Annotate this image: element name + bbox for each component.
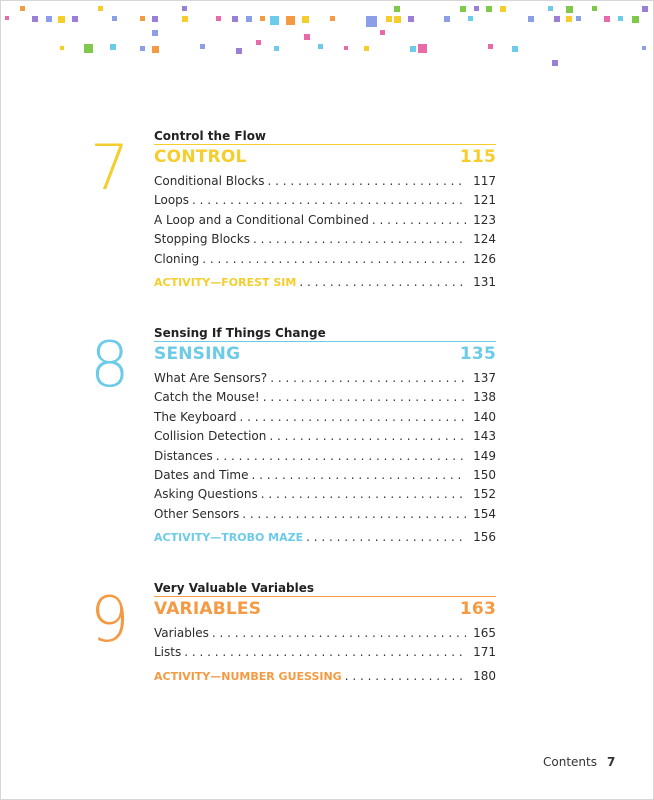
dot-leader [242, 507, 466, 521]
entry-page: 140 [473, 409, 496, 424]
dot-leader [212, 626, 466, 640]
decorative-square [152, 30, 158, 36]
footer-label: Contents [543, 755, 597, 769]
entry-title: Collision Detection [154, 429, 267, 444]
decorative-square [632, 16, 639, 23]
decorative-squares-banner [0, 0, 654, 70]
decorative-square [460, 6, 466, 12]
decorative-square [152, 16, 158, 22]
decorative-square [110, 44, 116, 50]
activity-title: ACTIVITY—TROBO MAZE [154, 531, 304, 545]
decorative-square [318, 44, 323, 49]
activity-title: ACTIVITY—NUMBER GUESSING [154, 669, 342, 683]
toc-entry[interactable] [154, 213, 496, 232]
activity-page: 180 [473, 668, 496, 683]
decorative-square [488, 44, 493, 49]
decorative-square [236, 48, 242, 54]
decorative-square [642, 46, 646, 50]
chapter-title-row[interactable] [154, 344, 496, 364]
chapter-number: 8 [90, 328, 130, 401]
toc-entry[interactable] [154, 507, 496, 526]
chapter-entries [154, 626, 496, 688]
entry-page: 126 [473, 251, 496, 266]
entry-title: Variables [154, 626, 209, 640]
toc-entry[interactable] [154, 429, 496, 448]
entry-title: The Keyboard [154, 409, 237, 424]
entry-title: Other Sensors [154, 506, 240, 521]
decorative-square [386, 16, 392, 22]
decorative-square [408, 16, 414, 22]
decorative-square [330, 16, 335, 21]
decorative-square [5, 16, 9, 20]
activity-page: 156 [473, 530, 496, 545]
toc-entry[interactable] [154, 487, 496, 506]
entry-title: Loops [154, 193, 190, 208]
dot-leader [184, 645, 466, 659]
chapter-number: 7 [90, 131, 130, 204]
entry-title: A Loop and a Conditional Combined [154, 212, 369, 227]
dot-leader [306, 530, 466, 544]
toc-entry[interactable] [154, 390, 496, 409]
chapter-number: 9 [90, 583, 130, 656]
decorative-square [468, 16, 473, 21]
dot-leader [240, 410, 466, 424]
decorative-square [140, 16, 145, 21]
dot-leader [299, 275, 466, 289]
entry-page: 165 [473, 626, 496, 640]
entry-page: 143 [473, 429, 496, 444]
entry-page: 138 [473, 390, 496, 405]
toc-entry[interactable] [154, 252, 496, 271]
decorative-square [216, 16, 221, 21]
entry-page: 123 [473, 212, 496, 227]
dot-leader [372, 213, 466, 227]
dot-leader [270, 371, 466, 385]
chapter-rule [154, 596, 496, 597]
decorative-square [246, 16, 252, 22]
toc-entry[interactable] [154, 371, 496, 390]
decorative-square [72, 16, 78, 22]
decorative-square [270, 16, 279, 25]
decorative-square [260, 16, 265, 21]
entry-title: What Are Sensors? [154, 371, 268, 385]
chapter-title: CONTROL [154, 147, 247, 167]
entry-title: Lists [154, 645, 182, 660]
chapter-rule [154, 341, 496, 342]
decorative-square [410, 46, 416, 52]
entry-title: Distances [154, 448, 213, 463]
entry-page: 149 [473, 448, 496, 463]
chapter-page: 115 [459, 147, 496, 167]
decorative-square [528, 16, 534, 22]
decorative-square [554, 16, 560, 22]
entry-page: 121 [473, 193, 496, 208]
dot-leader [267, 174, 466, 188]
toc-entry[interactable] [154, 449, 496, 468]
decorative-square [302, 16, 309, 23]
dot-leader [261, 487, 466, 501]
decorative-square [60, 46, 64, 50]
dot-leader [253, 232, 466, 246]
decorative-square [576, 16, 581, 21]
entry-title: Conditional Blocks [154, 174, 265, 188]
chapter-entries [154, 174, 496, 294]
chapter-subtitle: Very Valuable Variables [154, 581, 315, 595]
chapter-subtitle: Control the Flow [154, 129, 267, 143]
decorative-square [500, 6, 506, 12]
entry-title: Catch the Mouse! [154, 390, 260, 405]
entry-page: 171 [473, 645, 496, 660]
decorative-square [20, 6, 25, 11]
entry-title: Cloning [154, 251, 200, 266]
dot-leader [263, 390, 466, 404]
decorative-square [98, 6, 103, 11]
chapter-title-row[interactable] [154, 147, 496, 167]
toc-entry[interactable] [154, 468, 496, 487]
entry-title: Asking Questions [154, 487, 258, 502]
toc-entry[interactable] [154, 193, 496, 212]
chapter-entries [154, 371, 496, 550]
chapter-rule [154, 144, 496, 145]
chapter-page: 163 [459, 599, 496, 619]
decorative-square [364, 46, 369, 51]
entry-title: Dates and Time [154, 467, 249, 482]
entry-page: 137 [473, 371, 496, 385]
dot-leader [202, 252, 466, 266]
decorative-square [642, 6, 648, 12]
toc-entry[interactable] [154, 410, 496, 429]
dot-leader [345, 669, 466, 683]
toc-entry[interactable] [154, 232, 496, 251]
decorative-square [604, 16, 610, 22]
decorative-square [486, 6, 492, 12]
toc-entry[interactable] [154, 626, 496, 645]
decorative-square [200, 44, 205, 49]
chapter-subtitle: Sensing If Things Change [154, 326, 326, 340]
entry-page: 154 [473, 506, 496, 521]
decorative-square [140, 46, 145, 51]
decorative-square [182, 6, 187, 11]
decorative-square [394, 6, 400, 12]
activity-title: ACTIVITY—FOREST SIM [154, 275, 297, 289]
entry-page: 124 [473, 232, 496, 247]
decorative-square [566, 6, 573, 13]
decorative-square [58, 16, 65, 23]
toc-entry[interactable] [154, 174, 496, 193]
toc-activity-entry[interactable] [154, 530, 496, 549]
decorative-square [394, 16, 401, 23]
decorative-square [566, 16, 572, 22]
decorative-square [444, 16, 450, 22]
activity-page: 131 [473, 274, 496, 289]
decorative-square [84, 44, 93, 53]
chapter-title: VARIABLES [154, 599, 262, 619]
decorative-square [552, 60, 558, 66]
toc-activity-entry[interactable] [154, 275, 496, 294]
dot-leader [192, 193, 466, 207]
decorative-square [344, 46, 348, 50]
decorative-square [548, 6, 553, 11]
decorative-square [232, 16, 238, 22]
dot-leader [269, 429, 466, 443]
dot-leader [216, 449, 466, 463]
decorative-square [304, 34, 310, 40]
page-footer [543, 755, 615, 769]
decorative-square [366, 16, 377, 27]
decorative-square [380, 30, 385, 35]
decorative-square [46, 16, 52, 22]
decorative-square [32, 16, 38, 22]
chapter-title-row[interactable] [154, 599, 496, 619]
decorative-square [512, 46, 518, 52]
decorative-square [112, 16, 117, 21]
toc-entry[interactable] [154, 645, 496, 664]
toc-activity-entry[interactable] [154, 669, 496, 688]
decorative-square [474, 6, 479, 11]
decorative-square [618, 16, 623, 21]
dot-leader [252, 468, 466, 482]
entry-page: 152 [473, 487, 496, 502]
decorative-square [256, 40, 261, 45]
page-number: 7 [606, 755, 616, 769]
decorative-square [286, 16, 295, 25]
decorative-square [592, 6, 597, 11]
decorative-square [152, 46, 159, 53]
chapter-page: 135 [459, 344, 496, 364]
entry-title: Stopping Blocks [154, 232, 250, 247]
decorative-square [418, 44, 427, 53]
decorative-square [274, 46, 279, 51]
decorative-square [182, 16, 188, 22]
chapter-title: SENSING [154, 344, 241, 364]
entry-page: 117 [473, 174, 496, 188]
entry-page: 150 [473, 467, 496, 482]
